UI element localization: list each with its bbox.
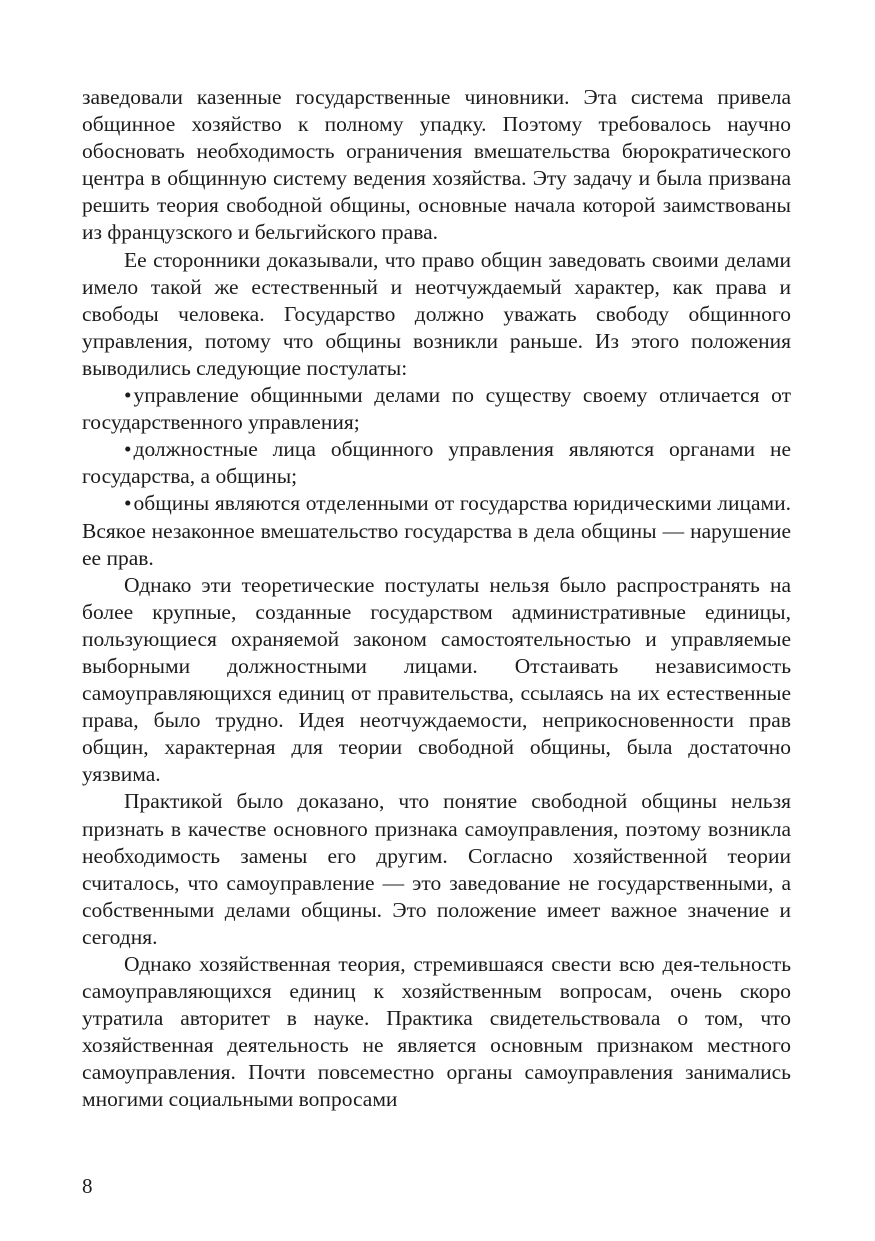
paragraph-4: Практикой было доказано, что понятие свободной общины нельзя признать в качестве основного признака самоуправления, поэтому возникла необходимость замены его другим. Согласно хозяйственной теории считалось, что самоуправление — это заведование не государственными, а собственными делами общины. Это положение имеет важное значение и сегодня.	[82, 789, 791, 949]
bullet-item-3	[82, 490, 791, 571]
bullet-icon: •	[124, 383, 132, 408]
bullet-icon: •	[124, 437, 132, 462]
bullet-item-text: должностные лица общинного управления являются органами не государства, а общины;	[82, 437, 791, 489]
bullet-item-text: общины являются отделенными от государства юридическими лицами. Всякое незаконное вмешательство государства в дела общины — нарушение ее прав.	[82, 491, 791, 570]
bullet-item-1	[82, 382, 791, 436]
bullet-icon: •	[124, 491, 132, 516]
paragraph-1: заведовали казенные государственные чиновники. Эта система привела общинное хозяйство к полному упадку. Поэтому требовалось научно обосновать необходимость ограничения вмешательства бюрократического центра в общинную систему ведения хозяйства. Эту задачу и была призвана решить теория свободной общины, основные начала которой заимствованы из французского и бельгийского права.	[82, 85, 791, 245]
bullet-item-text: управление общинными делами по существу своему отличается от государственного управления;	[82, 383, 791, 435]
paragraph-2: Ее сторонники доказывали, что право общин заведовать своими делами имело такой же естественный и неотчуждаемый характер, как права и свободы человека. Государство должно уважать свободу общинного управления, потому что общины возникли раньше. Из этого положения выводились следующие постулаты:	[82, 247, 791, 380]
paragraph-3: Однако эти теоретические постулаты нельзя было распространять на более крупные, созданные государством административные единицы, пользующиеся охраняемой законом самостоятельностью и управляемые выборными должностными лицами. Отстаивать независимость самоуправляющихся единиц от правительства, ссылаясь на их естественные права, было трудно. Идея неотчуждаемости, неприкосновенности прав общин, характерная для теории свободной общины, была достаточно уязвима.	[82, 572, 791, 787]
page-number: 8	[82, 1174, 93, 1198]
bullet-item-2	[82, 436, 791, 490]
page-body	[82, 84, 791, 1114]
paragraph-5: Однако хозяйственная теория, стремившаяся свести всю дея-тельность самоуправляющихся единиц к хозяйственным вопросам, очень скоро утратила авторитет в науке. Практика свидетельствовала о том, что хозяйственная деятельность не является основным признаком местного самоуправления. Почти повсеместно органы самоуправления занимались многими социальными вопросами	[82, 952, 791, 1112]
